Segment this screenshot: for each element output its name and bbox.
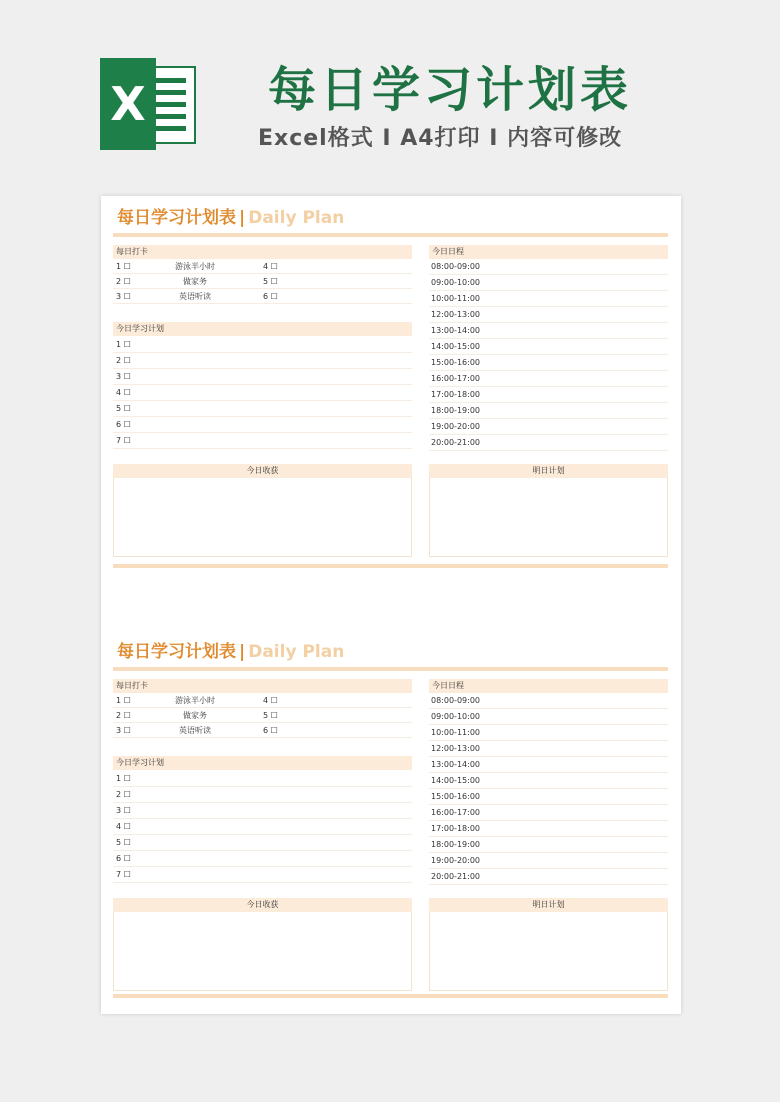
schedule-row[interactable]: [429, 853, 668, 869]
checkin-activity: 游泳半小时: [175, 262, 215, 271]
sheet-title-en: Daily Plan: [248, 208, 345, 228]
study-item[interactable]: 7 ☐: [116, 870, 131, 879]
study-row[interactable]: [113, 353, 412, 369]
checkin-activity: 做家务: [183, 277, 207, 286]
schedule-row[interactable]: [429, 291, 668, 307]
study-row[interactable]: [113, 851, 412, 867]
time-slot: 17:00-18:00: [431, 824, 480, 833]
schedule-row[interactable]: [429, 339, 668, 355]
checkin-activity: 英语听读: [179, 292, 211, 301]
tomorrow-plan-header: 明日计划: [429, 464, 668, 478]
time-slot: 20:00-21:00: [431, 438, 480, 447]
checkin-number[interactable]: 6 ☐: [263, 726, 278, 735]
checkin-activity: 做家务: [183, 711, 207, 720]
time-slot: 10:00-11:00: [431, 728, 480, 737]
study-row[interactable]: [113, 417, 412, 433]
study-item[interactable]: 3 ☐: [116, 372, 131, 381]
study-item[interactable]: 4 ☐: [116, 822, 131, 831]
time-slot: 13:00-14:00: [431, 760, 480, 769]
time-slot: 18:00-19:00: [431, 840, 480, 849]
page-subtitle: Excel格式 I A4打印 I 内容可修改: [258, 126, 623, 151]
study-row[interactable]: [113, 771, 412, 787]
schedule-row[interactable]: [429, 837, 668, 853]
today-gain-box[interactable]: [113, 912, 412, 991]
checkin-number[interactable]: 3 ☐: [116, 292, 131, 301]
study-item[interactable]: 1 ☐: [116, 774, 131, 783]
checkin-number[interactable]: 1 ☐: [116, 696, 131, 705]
time-slot: 12:00-13:00: [431, 310, 480, 319]
schedule-header: 今日日程: [429, 245, 668, 259]
schedule-row[interactable]: [429, 419, 668, 435]
time-slot: 08:00-09:00: [431, 262, 480, 271]
time-slot: 13:00-14:00: [431, 326, 480, 335]
checkin-number[interactable]: 4 ☐: [263, 262, 278, 271]
time-slot: 16:00-17:00: [431, 808, 480, 817]
time-slot: 18:00-19:00: [431, 406, 480, 415]
schedule-row[interactable]: [429, 259, 668, 275]
study-row[interactable]: [113, 385, 412, 401]
page-header: [0, 0, 780, 190]
plan-sheet: [113, 630, 668, 1010]
checkin-number[interactable]: 2 ☐: [116, 711, 131, 720]
schedule-row[interactable]: [429, 709, 668, 725]
checkin-number[interactable]: 3 ☐: [116, 726, 131, 735]
excel-logo-icon: [100, 58, 198, 150]
schedule-header: 今日日程: [429, 679, 668, 693]
sheet-title-cn: 每日学习计划表: [117, 642, 236, 662]
time-slot: 20:00-21:00: [431, 872, 480, 881]
study-item[interactable]: 2 ☐: [116, 790, 131, 799]
title-separator: |: [239, 642, 246, 662]
schedule-row[interactable]: [429, 403, 668, 419]
time-slot: 14:00-15:00: [431, 342, 480, 351]
study-row[interactable]: [113, 337, 412, 353]
time-slot: 19:00-20:00: [431, 856, 480, 865]
time-slot: 16:00-17:00: [431, 374, 480, 383]
schedule-row[interactable]: [429, 307, 668, 323]
checkin-activity: 游泳半小时: [175, 696, 215, 705]
today-gain-header: 今日收获: [113, 464, 412, 478]
schedule-row[interactable]: [429, 789, 668, 805]
time-slot: 09:00-10:00: [431, 712, 480, 721]
time-slot: 19:00-20:00: [431, 422, 480, 431]
sheet-bottom-bar: [113, 994, 668, 998]
page-title: 每日学习计划表: [268, 62, 633, 118]
study-row[interactable]: [113, 803, 412, 819]
study-item[interactable]: 7 ☐: [116, 436, 131, 445]
document-page: [101, 196, 681, 1014]
study-item[interactable]: 2 ☐: [116, 356, 131, 365]
checkin-header: 每日打卡: [113, 245, 412, 259]
study-plan-header: 今日学习计划: [113, 322, 412, 336]
study-row[interactable]: [113, 819, 412, 835]
title-underline: [113, 233, 668, 237]
schedule-row[interactable]: [429, 869, 668, 885]
time-slot: 12:00-13:00: [431, 744, 480, 753]
checkin-header: 每日打卡: [113, 679, 412, 693]
study-item[interactable]: 1 ☐: [116, 340, 131, 349]
checkin-number[interactable]: 1 ☐: [116, 262, 131, 271]
schedule-row[interactable]: [429, 371, 668, 387]
checkin-activity: 英语听读: [179, 726, 211, 735]
checkin-row[interactable]: [113, 708, 412, 723]
time-slot: 14:00-15:00: [431, 776, 480, 785]
title-separator: |: [239, 208, 246, 228]
schedule-row[interactable]: [429, 757, 668, 773]
schedule-row[interactable]: [429, 693, 668, 709]
schedule-row[interactable]: [429, 275, 668, 291]
sheet-title-cn: 每日学习计划表: [117, 208, 236, 228]
time-slot: 15:00-16:00: [431, 358, 480, 367]
checkin-row[interactable]: [113, 289, 412, 304]
checkin-number[interactable]: 2 ☐: [116, 277, 131, 286]
schedule-row[interactable]: [429, 821, 668, 837]
study-row[interactable]: [113, 867, 412, 883]
schedule-row[interactable]: [429, 387, 668, 403]
checkin-number[interactable]: 5 ☐: [263, 277, 278, 286]
checkin-row[interactable]: [113, 274, 412, 289]
time-slot: 09:00-10:00: [431, 278, 480, 287]
schedule-row[interactable]: [429, 435, 668, 451]
study-item[interactable]: 5 ☐: [116, 404, 131, 413]
title-underline: [113, 667, 668, 671]
study-row[interactable]: [113, 369, 412, 385]
time-slot: 15:00-16:00: [431, 792, 480, 801]
study-item[interactable]: 3 ☐: [116, 806, 131, 815]
study-row[interactable]: [113, 401, 412, 417]
tomorrow-plan-box[interactable]: [429, 912, 668, 991]
schedule-row[interactable]: [429, 725, 668, 741]
study-plan-header: 今日学习计划: [113, 756, 412, 770]
study-row[interactable]: [113, 787, 412, 803]
sheet-title: [117, 206, 344, 230]
study-row[interactable]: [113, 433, 412, 449]
sheet-bottom-bar: [113, 564, 668, 568]
today-gain-box[interactable]: [113, 478, 412, 557]
today-gain-header: 今日收获: [113, 898, 412, 912]
study-item[interactable]: 6 ☐: [116, 420, 131, 429]
study-item[interactable]: 4 ☐: [116, 388, 131, 397]
tomorrow-plan-header: 明日计划: [429, 898, 668, 912]
checkin-row[interactable]: [113, 693, 412, 708]
checkin-number[interactable]: 6 ☐: [263, 292, 278, 301]
excel-letter: X: [100, 58, 156, 150]
schedule-row[interactable]: [429, 355, 668, 371]
time-slot: 10:00-11:00: [431, 294, 480, 303]
tomorrow-plan-box[interactable]: [429, 478, 668, 557]
checkin-number[interactable]: 4 ☐: [263, 696, 278, 705]
time-slot: 17:00-18:00: [431, 390, 480, 399]
schedule-row[interactable]: [429, 805, 668, 821]
sheet-title: [117, 640, 344, 664]
checkin-row[interactable]: [113, 723, 412, 738]
study-item[interactable]: 6 ☐: [116, 854, 131, 863]
schedule-row[interactable]: [429, 323, 668, 339]
schedule-row[interactable]: [429, 773, 668, 789]
checkin-row[interactable]: [113, 259, 412, 274]
study-item[interactable]: 5 ☐: [116, 838, 131, 847]
checkin-number[interactable]: 5 ☐: [263, 711, 278, 720]
schedule-row[interactable]: [429, 741, 668, 757]
study-row[interactable]: [113, 835, 412, 851]
time-slot: 08:00-09:00: [431, 696, 480, 705]
sheet-title-en: Daily Plan: [248, 642, 345, 662]
plan-sheet: [113, 196, 668, 576]
